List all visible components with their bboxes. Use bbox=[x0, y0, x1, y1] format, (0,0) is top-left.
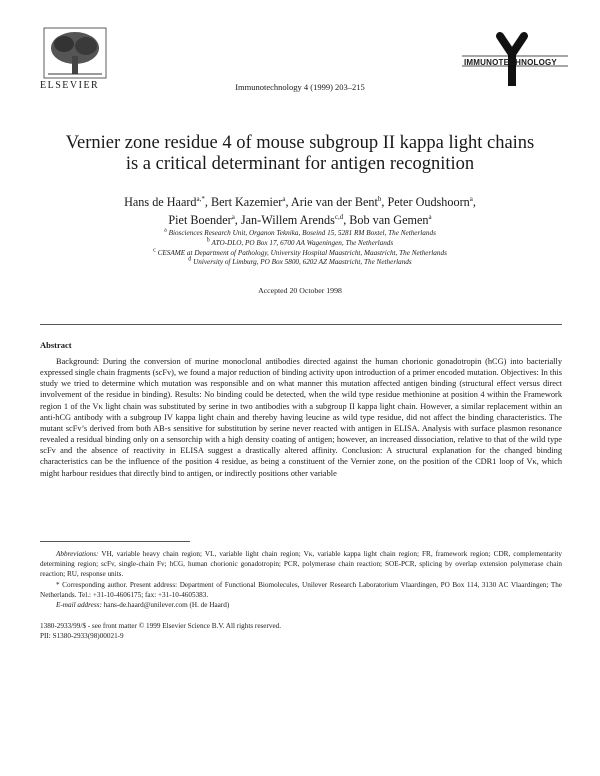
publisher-name: ELSEVIER bbox=[40, 80, 100, 91]
author-affil-sup: a,* bbox=[196, 194, 205, 203]
title-line-2: is a critical determinant for antigen recognition bbox=[125, 154, 475, 174]
copyright-block bbox=[40, 621, 281, 641]
abstract-heading: Abstract bbox=[40, 340, 72, 350]
author-affil-sup: a bbox=[428, 212, 432, 221]
author-name: Bert Kazemier bbox=[210, 195, 283, 209]
author-affil-sup: c,d bbox=[334, 212, 344, 221]
accepted-date: Accepted 20 October 1998 bbox=[258, 286, 342, 295]
affiliation-item: $^d$ University of Limburg, PO Box 5800, 6202 AZ Maastricht, The Netherlands bbox=[188, 257, 412, 267]
elsevier-tree-logo bbox=[40, 26, 110, 88]
author-list: Hans de Haard$^{a,*}$, Bert Kazemier$^a$, Arie van der Bent$^b$, Peter Oudshoorn$^a$, Piet Boender$^a$, Jan-Willem Arends$^{c,d}$, Bob van Gemen$^a$ bbox=[124, 194, 476, 227]
author-affil-sup: b bbox=[377, 194, 382, 203]
footnote-divider bbox=[40, 541, 190, 542]
email-footnote: E-mail address: hans-de.haard@unilever.com (H. de Haard) bbox=[56, 601, 230, 610]
author-affil-sup: a bbox=[231, 212, 235, 221]
author-name: Peter Oudshoorn bbox=[387, 195, 470, 209]
email-address[interactable]: hans-de.haard@unilever.com (H. de Haard) bbox=[101, 601, 230, 610]
author-name: Piet Boender bbox=[168, 213, 232, 227]
affiliation-item: $^a$ Biosciences Research Unit, Organon Teknika, Boseind 15, 5281 RM Boxtel, The Netherlands bbox=[164, 227, 436, 237]
author-name: Bob van Gemen bbox=[349, 213, 429, 227]
author-affil-sup: a bbox=[469, 194, 473, 203]
article-title bbox=[30, 133, 570, 175]
divider bbox=[40, 324, 562, 325]
footnotes bbox=[40, 549, 562, 610]
journal-logo-text: IMMUNOTECHNOLOGY bbox=[464, 58, 557, 67]
journal-reference: Immunotechnology 4 (1999) 203–215 bbox=[235, 82, 365, 92]
affiliation-list bbox=[30, 229, 570, 268]
author-name: Arie van der Bent bbox=[290, 195, 378, 209]
corresponding-author-footnote: * Corresponding author. Present address: Department of Functional Biomolecules, Unilever Research Laboratorium Vlaardingen, PO Box 114, 3130 AC Vlaardingen; The Netherlands. Tel.: +31-10-4606175; fax: +31-10-4605383. bbox=[40, 580, 562, 599]
abbreviations-footnote: Abbreviations: VH, variable heavy chain region; VL, variable light chain region; Vκ, variable kappa light chain region; FR, framework region; CDR, complementarity determining region; scFv, single-chain Fv; hCG, human chorionic gonadotropin; PCR, polymerase chain reaction; SOE-PCR, splicing by overlap extension polymerase chain reaction; RU, response units. bbox=[40, 550, 562, 579]
author-affil-sup: a bbox=[282, 194, 286, 203]
author-name: Jan-Willem Arends bbox=[240, 213, 335, 227]
affiliation-item: $^c$ CESAME at Department of Pathology, University Hospital Maastricht, Maastricht, The Netherlands bbox=[153, 247, 447, 257]
title-line-1: Vernier zone residue 4 of mouse subgroup II kappa light chains bbox=[65, 133, 535, 153]
affiliation-item: $^b$ ATO-DLO, PO Box 17, 6700 AA Wageningen, The Netherlands bbox=[206, 237, 394, 247]
pii-line: PII: S1380-2933(98)00021-9 bbox=[40, 632, 124, 641]
copyright-line: 1380-2933/99/$ - see front matter © 1999 Elsevier Science B.V. All rights reserved. bbox=[40, 622, 282, 630]
abstract-body: Background: During the conversion of murine monoclonal antibodies directed against the human chorionic gonadotropin (hCG) into bacterially expressed single chain fragments (scFv), we found a major reduction of binding activity upon introduction of a primer encoded mutation. Objectives: In this study we tried to determine which mutation was responsible and on what manner this mutation affected antigen binding (structural effect versus direct involvement of the residue in binding). Results: No binding could be detected, when the wild type residue methionine at position 4 within the Framework region 1 of the Vκ light chain was substituted by serine in two antibodies with a subgroup II kappa light chain. However, a similar replacement within an anti-hCG antibody with a subgroup IV kappa light chain and thereby having leucine as wild type residue, did not affect the binding characteristics. The mutant scFv’s derived from both AB-s sensitive for substitution by serine never reacted with antigen in ELISA. Analysis with surface plasmon resonance revealed a residual binding only on a sensorchip with a high density coating of antigen; however, an increased dissociation, relative to that of the wild type scFv and the absence of reactivity in ELISA suggest a drastically altered affinity. Conclusion: A structural explanation for the changed binding characteristics can be the influence of the position 4 residue, as being a constituent of the Vernier zone, on the position of the CDR1 loop of Vκ, which might harbour residues that directly bind to antigen, or indirectly positions other variable bbox=[40, 357, 562, 478]
author-name: Hans de Haard bbox=[124, 195, 197, 209]
